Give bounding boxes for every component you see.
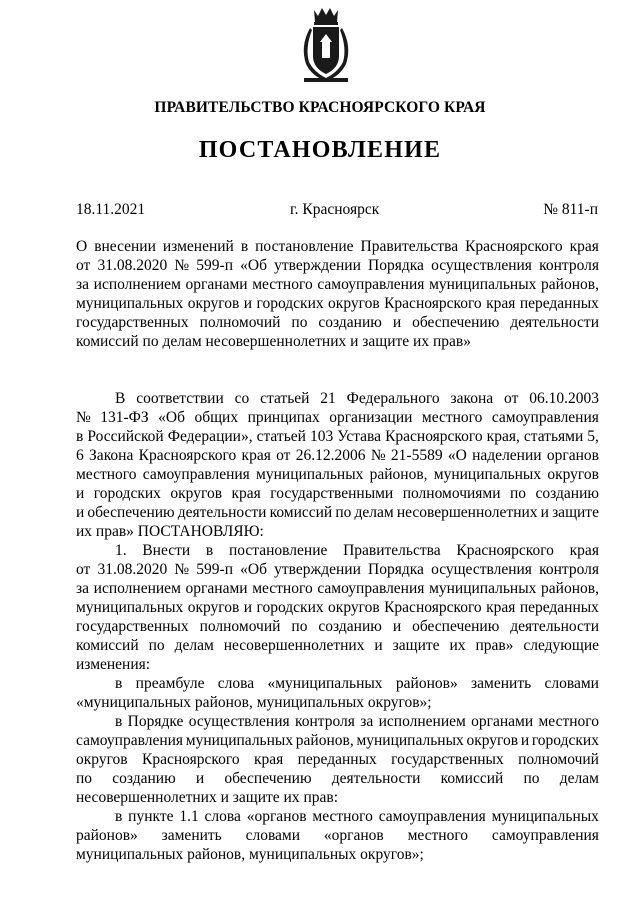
subject-line: муниципальных округов и городских округов Красноярского края переданных	[76, 295, 599, 312]
body-line: самоуправления муниципальных районов, муниципальных округов и городских	[76, 732, 599, 749]
body-line: местного самоуправления муниципальных районов, муниципальных округов	[76, 466, 599, 483]
subject-line: О внесении изменений в постановление Правительства Красноярского края	[76, 238, 599, 255]
government-name: ПРАВИТЕЛЬСТВО КРАСНОЯРСКОГО КРАЯ	[154, 99, 486, 116]
document-type-title: ПОСТАНОВЛЕНИЕ	[198, 137, 442, 163]
body-line: 6 Закона Красноярского края от 26.12.2006 № 21-5589 «О наделении органов	[76, 447, 599, 464]
body-line: от 31.08.2020 № 599-п «Об утверждении Порядка осуществления контроля	[76, 561, 599, 578]
body-line: государственных полномочий по созданию и обеспечению деятельности	[76, 618, 599, 635]
krasnoyarsk-coat-of-arms-icon	[296, 6, 356, 86]
body-line: за исполнением органами местного самоуправления муниципальных районов,	[76, 580, 599, 597]
body-line: изменения:	[76, 656, 151, 673]
subject-line: государственных полномочий по созданию и обеспечению деятельности	[76, 314, 599, 331]
body-line: в Российской Федерации», статьей 103 Устава Красноярского края, статьями 5,	[76, 428, 599, 445]
document-city: г. Красноярск	[290, 201, 380, 218]
body-line: округов Красноярского края переданных государственных полномочий	[76, 751, 599, 768]
body-line: и обеспечению деятельности комиссий по делам несовершеннолетних и защите	[76, 504, 599, 521]
subject-line: от 31.08.2020 № 599-п «Об утверждении Порядка осуществления контроля	[76, 257, 599, 274]
document-number: № 811-п	[543, 201, 598, 218]
document-date: 18.11.2021	[76, 201, 146, 218]
body-line: 1. Внести в постановление Правительства Красноярского края	[115, 542, 599, 559]
body-line: № 131-ФЗ «Об общих принципах организации местного самоуправления	[76, 409, 599, 426]
body-line: комиссий по делам несовершеннолетних и защите их прав» следующие	[76, 637, 599, 654]
body-line: и городских округов края государственными полномочиями по созданию	[76, 485, 599, 502]
subject-line: за исполнением органами местного самоуправления муниципальных районов,	[76, 276, 599, 293]
body-line: их прав» ПОСТАНОВЛЯЮ:	[76, 523, 264, 540]
body-line: В соответствии со статьей 21 Федерального закона от 06.10.2003	[115, 390, 599, 407]
body-line: по созданию и обеспечению деятельности комиссий по делам	[76, 770, 599, 787]
body-line: «муниципальных районов, муниципальных округов»;	[76, 694, 432, 711]
body-line: в преамбуле слова «муниципальных районов» заменить словами	[115, 675, 599, 692]
body-line: муниципальных районов, муниципальных округов»;	[76, 846, 424, 863]
body-line: муниципальных округов и городских округов Красноярского края переданных	[76, 599, 599, 616]
body-line: в пункте 1.1 слова «органов местного самоуправления муниципальных	[115, 808, 599, 825]
body-line: районов» заменить словами «органов местного самоуправления	[76, 827, 599, 844]
subject-line: комиссий по делам несовершеннолетних и защите их прав»	[76, 333, 471, 350]
body-line: несовершеннолетних и защите их прав:	[76, 789, 339, 806]
body-line: в Порядке осуществления контроля за исполнением органами местного	[115, 713, 599, 730]
